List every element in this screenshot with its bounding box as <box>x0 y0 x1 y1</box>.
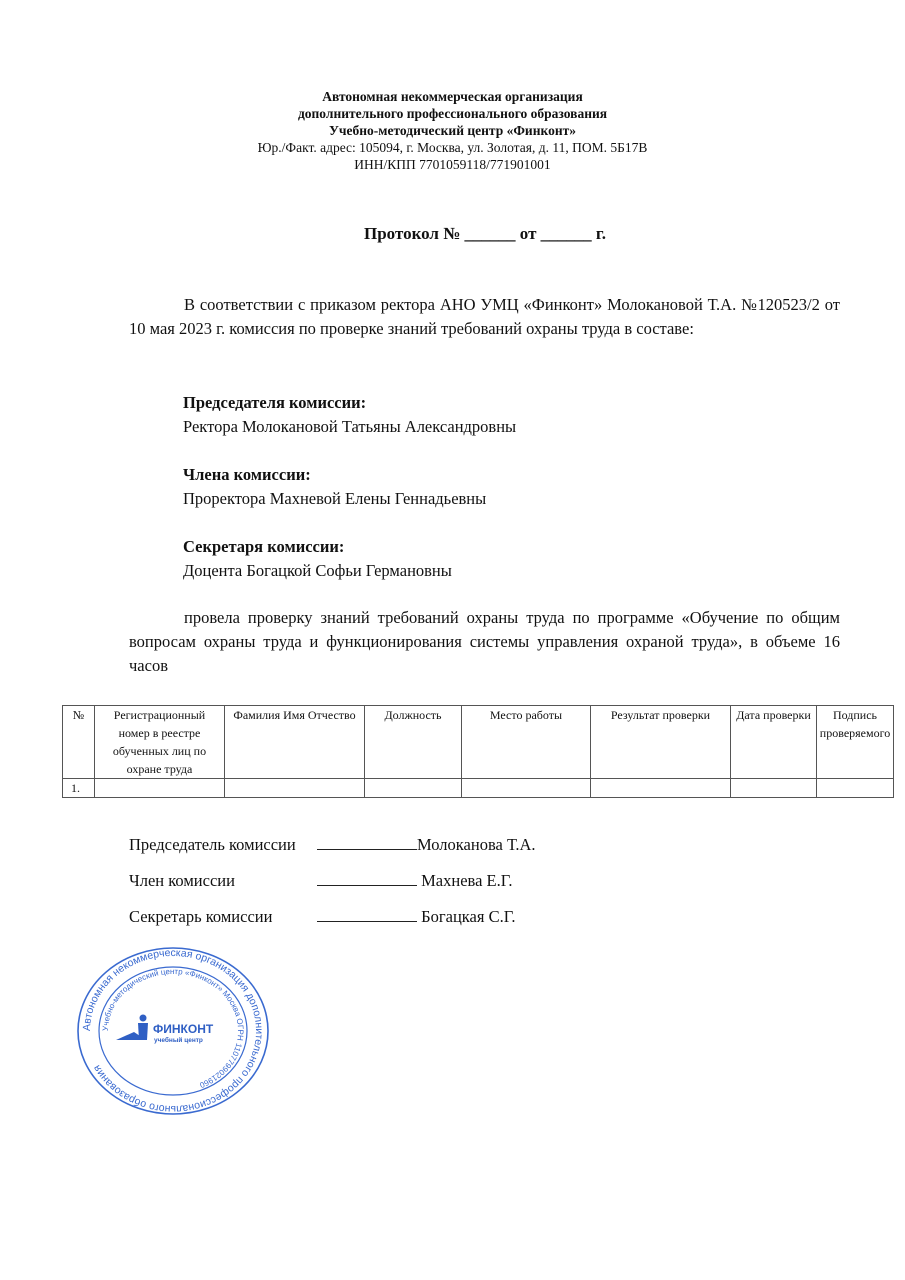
signature-name: Молоканова Т.А. <box>417 835 536 854</box>
col-header-position: Должность <box>365 706 462 779</box>
cell-position[interactable] <box>365 779 462 798</box>
col-header-reg-number: Регистрационный номер в реестре обученных лиц по охране труда <box>95 706 225 779</box>
signature-label: Секретарь комиссии <box>129 907 273 926</box>
cell-full-name[interactable] <box>225 779 365 798</box>
organization-stamp <box>76 946 270 1116</box>
signature-label: Член комиссии <box>129 871 235 890</box>
signature-name: Богацкая С.Г. <box>421 907 516 926</box>
member-name: Проректора Махневой Елены Геннадьевны <box>183 489 487 508</box>
chairman-role: Председателя комиссии: <box>183 393 367 412</box>
signature-secretary <box>129 905 516 929</box>
chairman-name: Ректора Молокановой Татьяны Александровны <box>183 417 517 436</box>
stamp-outer-text: Автономная некоммерческая организация дополнительного профессионального образования <box>80 946 266 1116</box>
commission-secretary <box>183 535 452 583</box>
cell-reg-number[interactable] <box>95 779 225 798</box>
program-text: провела проверку знаний требований охраны труда по программе «Обучение по общим вопросам охраны труда и функционирования системы управления охраной труда», в объеме 16 часов <box>129 608 840 675</box>
stamp-inner-text: Учебно-методический центр «Финконт» Москва ОГРН 1107799021960 <box>100 966 246 1090</box>
intro-text: В соответствии с приказом ректора АНО УМЦ «Финконт» Молокановой Т.А. №120523/2 от 10 мая 2023 г. комиссия по проверке знаний требований охраны труда в составе: <box>129 295 840 338</box>
member-role: Члена комиссии: <box>183 465 311 484</box>
col-header-number: № <box>63 706 95 779</box>
col-header-workplace: Место работы <box>462 706 591 779</box>
commission-member <box>183 463 486 511</box>
signature-line <box>317 833 417 850</box>
org-header <box>0 88 905 173</box>
stamp-logo-subtitle: учебный центр <box>154 1037 203 1044</box>
col-header-date: Дата проверки <box>731 706 817 779</box>
table-row <box>63 779 894 798</box>
org-name-line3: Учебно-методический центр «Финконт» <box>328 123 576 138</box>
org-name-line2: дополнительного профессионального образования <box>297 106 608 121</box>
finkont-logo-icon <box>116 1015 148 1041</box>
cell-date[interactable] <box>731 779 817 798</box>
program-paragraph <box>129 606 840 678</box>
signature-name: Махнева Е.Г. <box>421 871 513 890</box>
table-header-row <box>63 706 894 779</box>
signature-line <box>317 869 417 886</box>
org-inn-kpp: ИНН/КПП 7701059118/771901001 <box>354 157 551 172</box>
col-header-signature: Подпись проверяемого <box>817 706 894 779</box>
cell-signature[interactable] <box>817 779 894 798</box>
org-address: Юр./Факт. адрес: 105094, г. Москва, ул. Золотая, д. 11, ПОМ. 5Б17В <box>257 140 648 155</box>
intro-paragraph <box>129 293 840 341</box>
secretary-role: Секретаря комиссии: <box>183 537 345 556</box>
col-header-full-name: Фамилия Имя Отчество <box>225 706 365 779</box>
col-header-result: Результат проверки <box>591 706 731 779</box>
results-table <box>62 705 894 798</box>
signature-member <box>129 869 513 893</box>
cell-result[interactable] <box>591 779 731 798</box>
org-name-line1: Автономная некоммерческая организация <box>322 89 583 104</box>
signature-chairman <box>129 833 536 857</box>
stamp-logo-title: ФИНКОНТ <box>153 1022 214 1036</box>
commission-chairman <box>183 391 516 439</box>
secretary-name: Доцента Богацкой Софьи Германовны <box>183 561 452 580</box>
cell-number: 1. <box>63 779 95 798</box>
signature-label: Председатель комиссии <box>129 835 296 854</box>
protocol-title: Протокол № ______ от ______ г. <box>364 224 606 243</box>
signature-line <box>317 905 417 922</box>
cell-workplace[interactable] <box>462 779 591 798</box>
